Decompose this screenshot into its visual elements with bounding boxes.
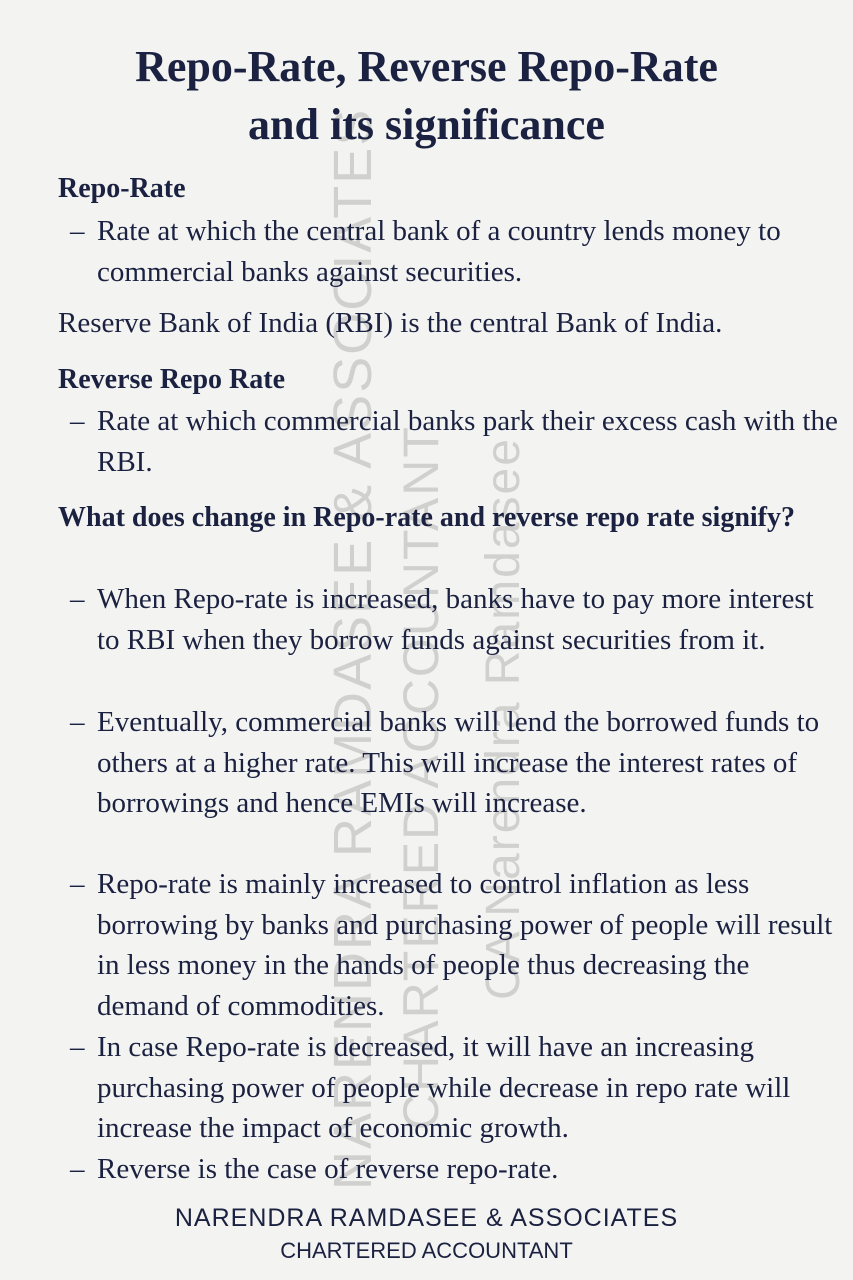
repo-rate-heading: Repo-Rate — [58, 173, 186, 204]
watermark-name: CA Narendra Ramdasee — [477, 437, 530, 1000]
dash-marker: – — [70, 405, 85, 437]
dash-marker: – — [70, 215, 85, 247]
significance-bullet-text: Eventually, commercial banks will lend the borrowed funds to others at a higher rate. This will increase the interest rates of borrowings and hence EMIs will increase. — [97, 706, 820, 820]
repo-rate-definition-text: Rate at which the central bank of a country lends money to commercial banks against securities. — [97, 215, 781, 288]
rbi-note: Reserve Bank of India (RBI) is the central Bank of India. — [58, 307, 723, 339]
watermark-profession: CHARTERED ACCOUNTANT — [393, 425, 449, 1130]
significance-bullet-1 — [70, 579, 840, 660]
repo-rate-definition — [70, 211, 840, 292]
reverse-repo-definition-text: Rate at which commercial banks park their excess cash with the RBI. — [97, 405, 838, 478]
significance-bullet-text: In case Repo-rate is decreased, it will have an increasing purchasing power of people while decrease in repo rate will increase the impact of economic growth. — [97, 1031, 791, 1145]
dash-marker: – — [70, 583, 85, 615]
significance-bullet-4 — [70, 1027, 840, 1149]
reverse-repo-heading: Reverse Repo Rate — [58, 364, 286, 395]
significance-bullet-2 — [70, 702, 840, 824]
footer-profession: CHARTERED ACCOUNTANT — [280, 1238, 573, 1263]
significance-bullet-text: Reverse is the case of reverse repo-rate. — [97, 1153, 559, 1185]
dash-marker: – — [70, 706, 85, 738]
significance-bullet-text: When Repo-rate is increased, banks have to pay more interest to RBI when they borrow funds against securities from it. — [97, 583, 814, 656]
title-line-2: and its significance — [248, 100, 605, 149]
dash-marker: – — [70, 868, 85, 900]
significance-heading: What does change in Repo-rate and reverse repo rate signify? — [58, 502, 795, 533]
footer-firm-name: NARENDRA RAMDASEE & ASSOCIATES — [174, 1204, 679, 1232]
significance-bullet-3 — [70, 864, 840, 1027]
reverse-repo-definition — [70, 401, 840, 482]
dash-marker: – — [70, 1031, 85, 1063]
dash-marker: – — [70, 1153, 85, 1185]
significance-bullet-5 — [70, 1149, 840, 1190]
title-line-1: Repo-Rate, Reverse Repo-Rate — [135, 42, 718, 91]
watermark-firm: NARENDRA RAMDASEE & ASSOCIATES — [323, 107, 383, 1190]
page-title — [0, 38, 853, 154]
significance-bullet-text: Repo-rate is mainly increased to control inflation as less borrowing by banks and purchasing power of people will result in less money in the hands of people thus decreasing the demand of commodities. — [97, 868, 833, 1023]
